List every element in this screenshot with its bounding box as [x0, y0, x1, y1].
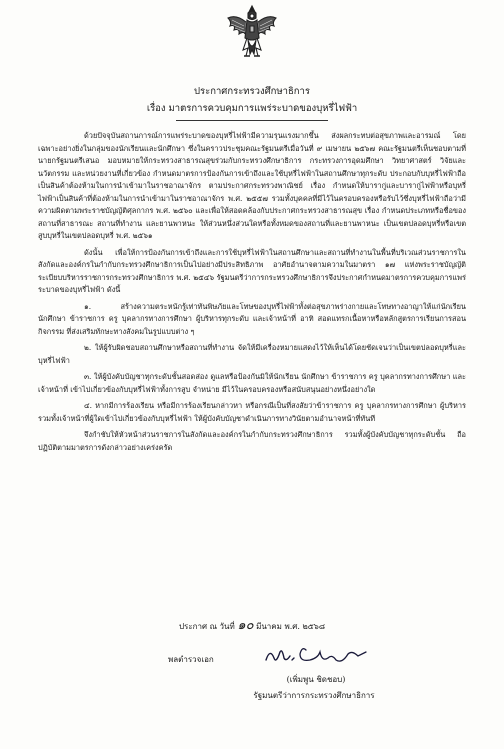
- date-suffix: มีนาคม พ.ศ. ๒๕๖๘: [256, 622, 326, 631]
- body-paragraph: ด้วยปัจจุบันสถานการณ์การแพร่ระบาดของบุหรี่ไฟฟ้ามีความรุนแรงมากขึ้น ส่งผลกระทบต่อสุขภาพและอารมณ์ โดยเฉพาะอย่างยิ่งในกลุ่มของนักเรียนและนักศึกษา ซึ่งในคราวประชุมคณะรัฐมนตรีเมื่อวันที่ ๙ เมษายน ๒๕๖๗ คณะรัฐมนตรีเห็นชอบตามที่นายกรัฐมนตรีเสนอ มอบหมายให้กระทรวงสาธารณสุขร่วมกับกระทรวงศึกษาธิการ กระทรวงการอุดมศึกษา วิทยาศาสตร์ วิจัยและนวัตกรรม และหน่วยงานที่เกี่ยวข้อง กำหนดมาตรการป้องกันการเข้าถึงและใช้บุหรี่ไฟฟ้าในสถานศึกษาทุกระดับ ประกอบกับบุหรี่ไฟฟ้าถือเป็นสินค้าต้องห้ามในการนำเข้ามาในราชอาณาจักร ตามประกาศกระทรวงพาณิชย์ เรื่อง กำหนดให้บารากู่และบารากู่ไฟฟ้าหรือบุหรี่ไฟฟ้าเป็นสินค้าที่ต้องห้ามในการนำเข้ามาในราชอาณาจักร พ.ศ. ๒๕๕๗ รวมทั้งบุคคลที่มีไว้ในครอบครองหรือรับไว้ซึ่งบุหรี่ไฟฟ้าถือว่ามีความผิดตามพระราชบัญญัติศุลกากร พ.ศ. ๒๕๖๐ และเพื่อให้สอดคล้องกับประกาศกระทรวงสาธารณสุข เรื่อง กำหนดประเภทหรือชื่อของสถานที่สาธารณะ สถานที่ทำงาน และยานพาหนะ ให้ส่วนหนึ่งส่วนใดหรือทั้งหมดของสถานที่และยานพาหนะ เป็นเขตปลอดบุหรี่หรือเขตสูบบุหรี่ในเขตปลอดบุหรี่ พ.ศ. ๒๕๖๑: [38, 131, 466, 240]
- signer-rank: พลตำรวจเอก: [168, 655, 214, 664]
- measure-item: ๑. สร้างความตระหนักรู้เท่าทันพิษภัยและโทษของบุหรี่ไฟฟ้าทั้งต่อสุขภาพร่างกายและโทษทางอาญาให้แก่นักเรียน นักศึกษา ข้าราชการ ครู บุคลากรทางการศึกษา ผู้บริหารทุกระดับ และเจ้าหน้าที่ อาทิ สอดแทรกเนื้อหาหรือหลักสูตรการเรียนการสอน กิจกรรม ที่ส่งเสริมทักษะทางสังคมในรูปแบบต่าง ๆ: [38, 301, 466, 336]
- measure-item: ๒. ให้ผู้รับผิดชอบสถานศึกษาหรือสถานที่ทำงาน จัดให้มีเครื่องหมายแสดงไว้ให้เห็นได้โดยชัดเจนว่าเป็นเขตปลอดบุหรี่และบุหรี่ไฟฟ้า: [38, 343, 466, 365]
- announcement-date: [0, 620, 504, 633]
- signer-name: (เพิ่มพูน ชิดชอบ): [286, 675, 346, 684]
- date-day: ๑๐: [237, 618, 254, 633]
- document-organization: ประกาศกระทรวงศึกษาธิการ: [193, 86, 310, 97]
- measure-item: ๓. ให้ผู้บังคับบัญชาทุกระดับชั้นสอดส่อง ดูแลหรือป้องกันมิให้นักเรียน นักศึกษา ข้าราชการ ครู บุคลากรทางการศึกษา และเจ้าหน้าที่ เข้าไปเกี่ยวข้องกับบุหรี่ไฟฟ้าทั้งการสูบ จำหน่าย มีไว้ในครอบครองหรือสนับสนุนอย่างหนึ่งอย่างใด: [38, 372, 466, 394]
- measure-item: ๔. หากมีการร้องเรียน หรือมีการร้องเรียนกล่าวหา หรือกรณีเป็นที่สงสัยว่าข้าราชการ ครู บุคลากรทางการศึกษา ผู้บริหาร รวมทั้งเจ้าหน้าที่ผู้ใดเข้าไปเกี่ยวข้องกับบุหรี่ไฟฟ้า ให้ผู้บังคับบัญชาดำเนินการทางวินัยตามอำนาจหน้าที่ทันที: [38, 401, 466, 423]
- signer-position: รัฐมนตรีว่าการกระทรวงศึกษาธิการ: [253, 691, 375, 700]
- garuda-emblem-icon: [226, 4, 278, 64]
- document-subject: เรื่อง มาตรการควบคุมการแพร่ระบาดของบุหรี่ไฟฟ้า: [146, 103, 358, 114]
- header-divider: [176, 120, 328, 121]
- handwritten-signature: [262, 642, 372, 670]
- date-prefix: ประกาศ ณ วันที่: [178, 622, 235, 631]
- body-paragraph: ดังนั้น เพื่อให้การป้องกันการเข้าถึงและการใช้บุหรี่ไฟฟ้าในสถานศึกษาและสถานที่ทำงานในพื้นที่บริเวณส่วนราชการในสังกัดและองค์กรในกำกับกระทรวงศึกษาธิการเป็นไปอย่างมีประสิทธิภาพ อาศัยอำนาจตามความในมาตรา ๑๗ แห่งพระราชบัญญัติระเบียบบริหารราชการกระทรวงศึกษาธิการ พ.ศ. ๒๕๔๖ รัฐมนตรีว่าการกระทรวงศึกษาธิการจึงประกาศกำหนดมาตรการควบคุมการแพร่ระบาดของบุหรี่ไฟฟ้า ดังนี้: [38, 247, 466, 294]
- closing-paragraph: จึงกำชับให้หัวหน้าส่วนราชการในสังกัดและองค์กรในกำกับกระทรวงศึกษาธิการ รวมทั้งผู้บังคับบัญชาทุกระดับชั้น ถือปฏิบัติตามมาตรการดังกล่าวอย่างเคร่งครัด: [38, 430, 466, 452]
- document-body: [38, 130, 466, 458]
